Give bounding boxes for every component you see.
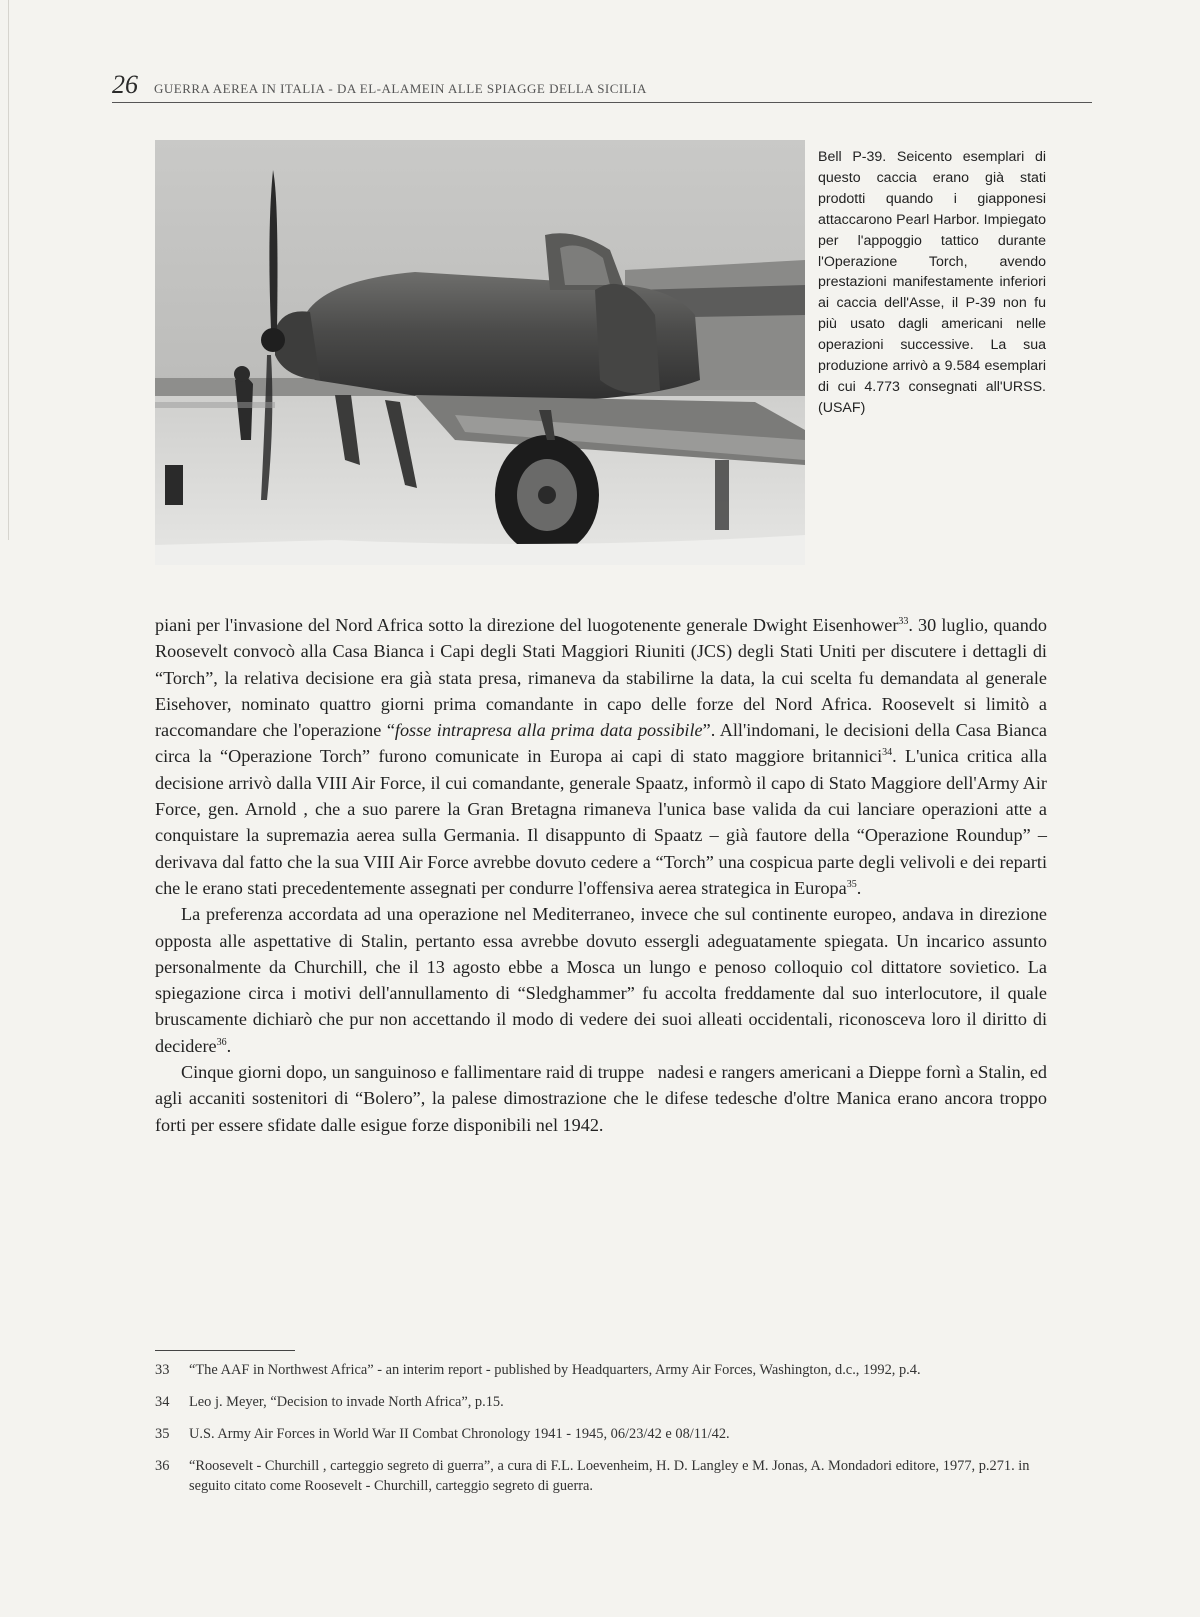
photo-caption: Bell P-39. Seicento esemplari di questo caccia erano già stati prodotti quando i giapponesi attaccarono Pearl Harbor. Impiegato per l'appoggio tattico durante l'Operazione Torch, avendo prestazioni manifestamente inferiori ai caccia dell'Asse, il P-39 non fu più usato dagli americani nelle operazioni successive. La sua produzione arrivò a 9.584 esemplari di cui 4.773 consegnati all'URSS. (USAF) <box>818 149 1046 416</box>
p1-text-e: . <box>856 877 862 898</box>
footnote-ref-34: 34 <box>882 747 893 759</box>
page-edge <box>8 0 9 540</box>
footnote-number: 36 <box>155 1458 170 1474</box>
page-number: 26 <box>112 70 138 99</box>
p1-text-d: . L'unica critica alla decisione arrivò dalla VIII Air Force, il cui comandante, generale Spaatz, informò il capo di Stato Maggiore dell'Army Air Force, gen. Arnold , che a suo parere la Gran Bretagna rimaneva l'unica base valida da cui lanciare operazioni atte a conquistare la supremazia aerea sulla Germania. Il disappunto di Spaatz – già fautore della “Operazione Roundup” – derivava dal fatto che la sua VIII Air Force avrebbe dovuto cedere a “Torch” una cospicua parte degli velivoli e dei reparti che le erano stati precedentemente assegnati per condurre l'offensiva aerea strategica in Europa <box>155 746 1047 898</box>
footnote-number: 33 <box>155 1362 170 1378</box>
footnote-number: 34 <box>155 1394 170 1410</box>
p2-text-a: La preferenza accordata ad una operazione nel Mediterraneo, invece che sul continente europeo, andava in direzione opposta alle aspettative di Stalin, pertanto essa avrebbe dovuto essergli adeguatamente spiegata. Un incarico assunto personalmente da Churchill, che il 13 agosto ebbe a Mosca un lungo e penoso colloquio col dittatore sovietico. La spiegazione circa i motivi dell'annullamento di “Sledghammer” fu accolta freddamente dal suo interlocutore, il quale bruscamente dichiarò che pur non accettando il modo di vedere dei suoi alleati occidentali, riconosceva loro il diritto di decidere <box>155 904 1047 1056</box>
aircraft-photo-illustration <box>155 140 805 565</box>
footnote-34 <box>155 1392 1047 1412</box>
body-text <box>155 612 1047 1138</box>
footnote-33 <box>155 1360 1047 1380</box>
footnote-36 <box>155 1456 1047 1496</box>
paragraph-2 <box>155 901 1047 1059</box>
running-title: GUERRA AEREA IN ITALIA - DA EL-ALAMEIN ALLE SPIAGGE DELLA SICILIA <box>154 81 647 96</box>
footnote-ref-36: 36 <box>216 1036 227 1048</box>
aircraft-photo <box>155 140 805 565</box>
p1-text-b: . 30 luglio, quando Roosevelt convocò alla Casa Bianca i Capi degli Stati Maggiori Riuniti (JCS) degli Stati Uniti per discutere i dettagli di “Torch”, la relativa decisione era già stata presa, rimaneva da stabilirne la data, la cui scelta fu demandata al generale Eisehover, nominato quattro giorni prima comandante in capo delle forze del Nord Africa. Roosevelt si limitò a raccomandare che l'operazione “ <box>155 615 1047 741</box>
paragraph-3: Cinque giorni dopo, un sanguinoso e fallimentare raid di truppe nadesi e rangers americani a Dieppe fornì a Stalin, ed agli accaniti sostenitori di “Bolero”, la palese dimostrazione che le difese tedesche d'oltre Manica erano ancora troppo forti per essere sfidate dalle esigue forze disponibili nel 1942. <box>155 1062 1047 1135</box>
footnote-ref-33: 33 <box>898 615 909 627</box>
footnote-text: “The AAF in Northwest Africa” - an interim report - published by Headquarters, Army Air Forces, Washington, d.c., 1992, p.4. <box>189 1362 921 1378</box>
page-header <box>112 70 1092 103</box>
footnote-text: U.S. Army Air Forces in World War II Combat Chronology 1941 - 1945, 06/23/42 e 08/11/42. <box>189 1426 730 1442</box>
footnote-ref-35: 35 <box>846 878 857 890</box>
footnotes <box>155 1360 1047 1508</box>
footnote-35 <box>155 1424 1047 1444</box>
footnote-text: “Roosevelt - Churchill , carteggio segreto di guerra”, a cura di F.L. Loevenheim, H. D. Langley e M. Jonas, A. Mondadori editore, 1977, p.271. in seguito citato come Roosevelt - Churchill, carteggio segreto di guerra. <box>189 1458 1030 1494</box>
paragraph-1 <box>155 612 1047 901</box>
p1-text-c: ”. All'indomani, le decisioni della Casa Bianca circa la “Operazione Torch” furono comunicate in Europa ai capi di stato maggiore britannici <box>155 720 1047 767</box>
footnote-number: 35 <box>155 1426 170 1442</box>
p1-text-a: piani per l'invasione del Nord Africa sotto la direzione del luogotenente generale Dwight Eisenhower <box>155 615 899 635</box>
footnote-separator <box>155 1350 295 1351</box>
footnote-text: Leo j. Meyer, “Decision to invade North Africa”, p.15. <box>189 1394 504 1410</box>
p2-text-b: . <box>226 1035 232 1056</box>
p1-italic-quote: fosse intrapresa alla prima data possibile <box>394 720 703 741</box>
